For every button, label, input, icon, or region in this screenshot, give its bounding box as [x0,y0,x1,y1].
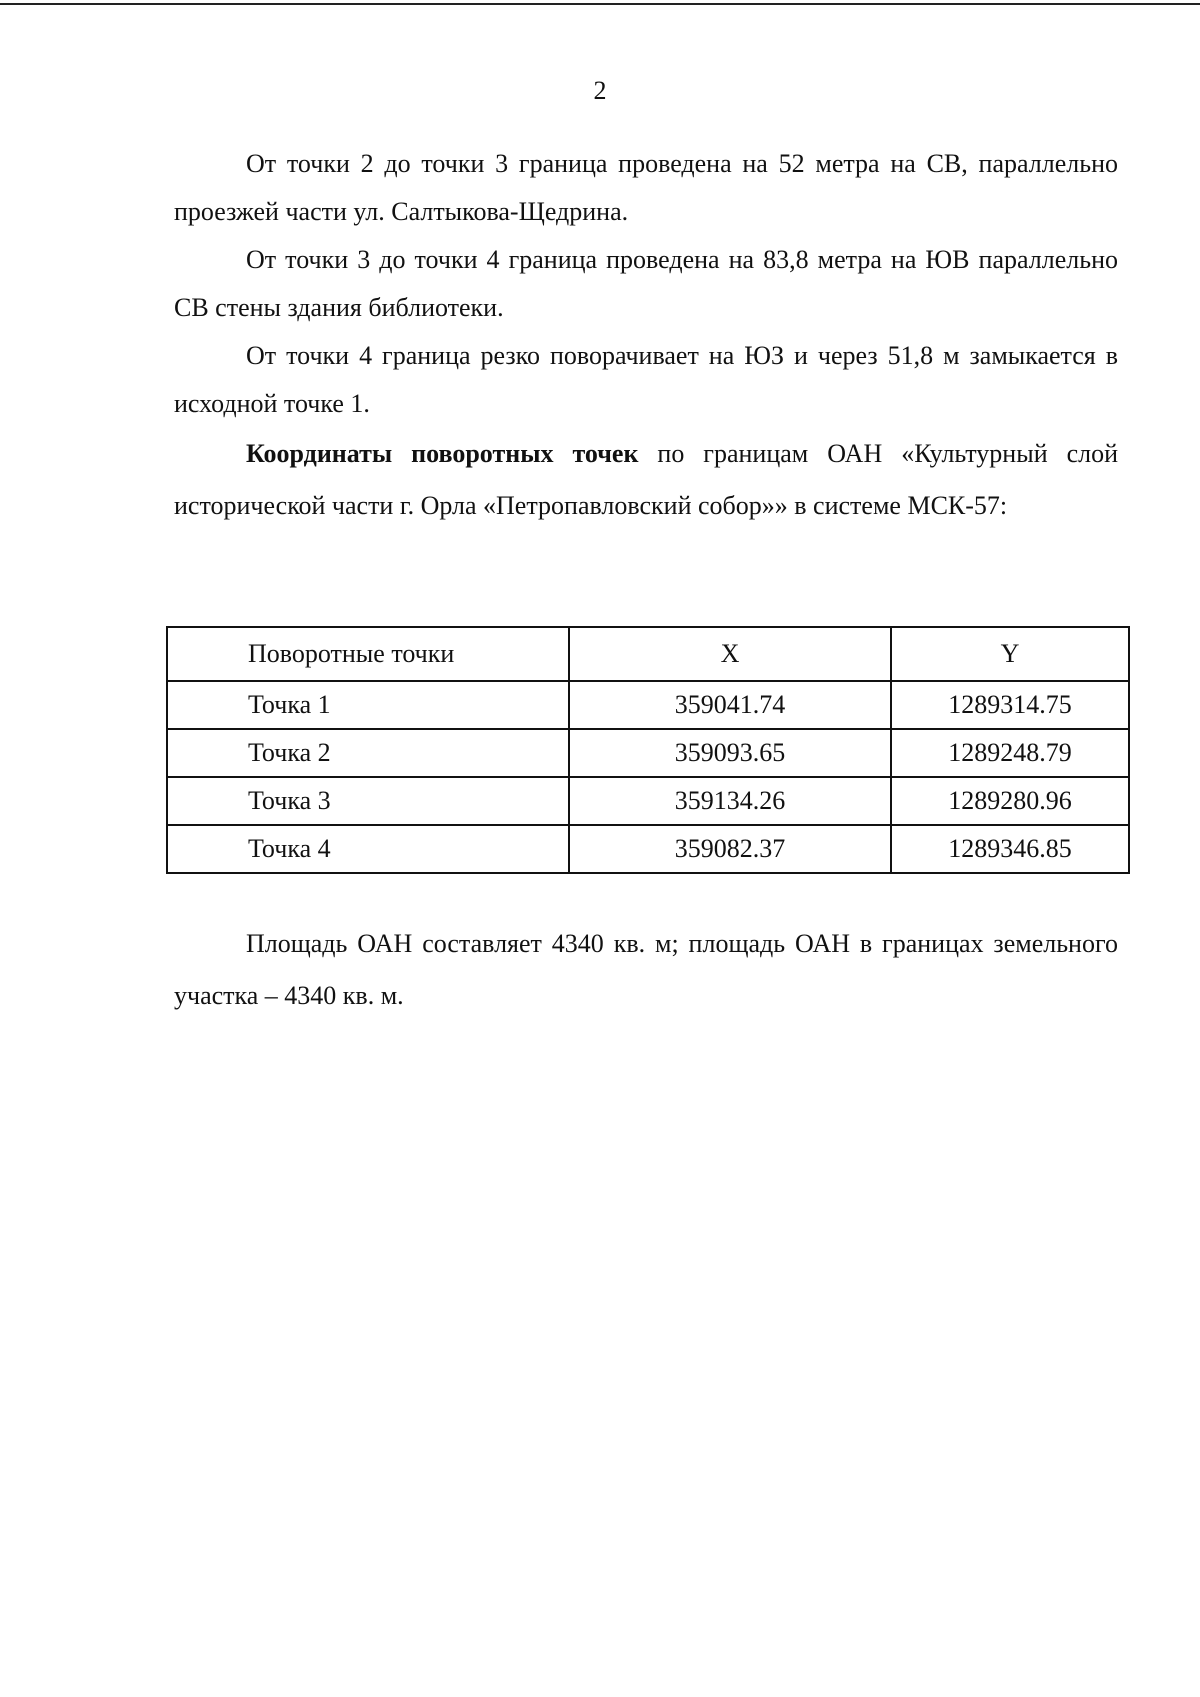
table-row [167,825,1129,873]
header-x: X [569,627,891,681]
coordinates-table [166,626,1130,874]
point-x: 359134.26 [569,777,891,825]
point-y: 1289314.75 [891,681,1129,729]
header-points: Поворотные точки [167,627,569,681]
area-paragraph: Площадь ОАН составляет 4340 кв. м; площадь ОАН в границах земельного участка – 4340 кв. м. [174,929,1118,1010]
top-rule [0,3,1200,5]
coordinates-heading-rest: по границам ОАН «Культурный слой исторической части г. Орла «Петропавловский собор»» в системе МСК-57: [174,439,1118,520]
table-header-row [167,627,1129,681]
point-name: Точка 4 [167,825,569,873]
point-y: 1289280.96 [891,777,1129,825]
area-block [174,918,1118,1022]
point-x: 359041.74 [569,681,891,729]
point-x: 359082.37 [569,825,891,873]
point-x: 359093.65 [569,729,891,777]
coordinates-heading-bold: Координаты поворотных точек [246,439,639,468]
page-number: 2 [593,76,607,105]
point-y: 1289248.79 [891,729,1129,777]
table-row [167,777,1129,825]
coordinates-heading [174,428,1118,532]
point-name: Точка 1 [167,681,569,729]
table-row [167,681,1129,729]
paragraph-point-2-3: От точки 2 до точки 3 граница проведена на 52 метра на СВ, параллельно проезжей части ул. Салтыкова-Щедрина. [174,149,1118,226]
point-name: Точка 2 [167,729,569,777]
point-name: Точка 3 [167,777,569,825]
table-row [167,729,1129,777]
paragraph-point-3-4: От точки 3 до точки 4 граница проведена на 83,8 метра на ЮВ параллельно СВ стены здания библиотеки. [174,245,1118,322]
point-y: 1289346.85 [891,825,1129,873]
header-y: Y [891,627,1129,681]
document-body [174,140,1118,532]
paragraph-point-4-1: От точки 4 граница резко поворачивает на ЮЗ и через 51,8 м замыкается в исходной точке 1. [174,341,1118,418]
